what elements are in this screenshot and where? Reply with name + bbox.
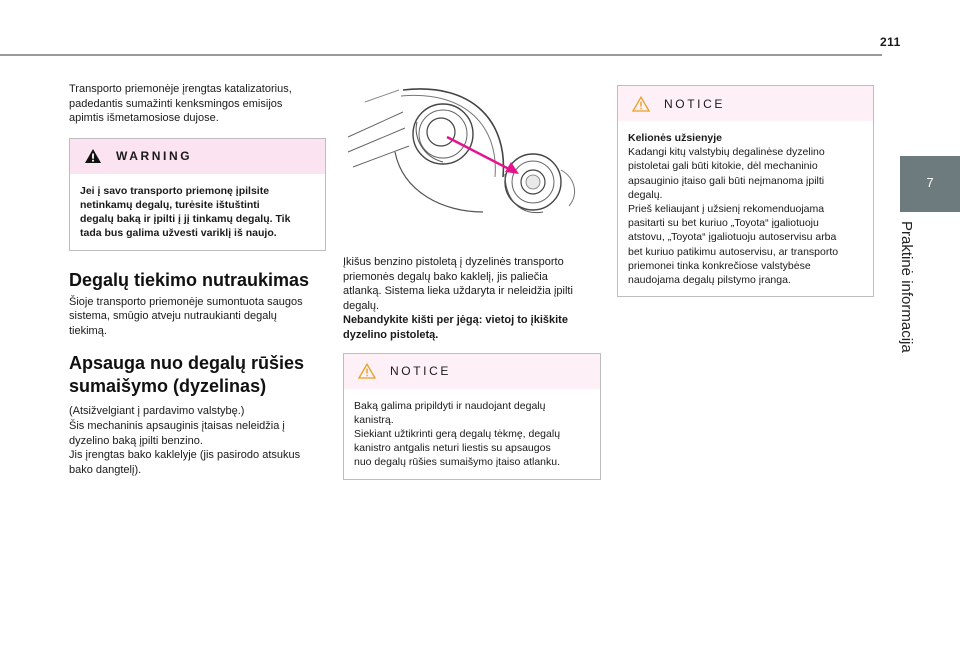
notice-header xyxy=(618,86,873,121)
chapter-tab[interactable] xyxy=(900,156,960,212)
fuel-cutoff-paragraph xyxy=(69,295,326,339)
warning-triangle-icon xyxy=(84,148,102,164)
notice-line: pistoletai gali būti kitokie, dėl mechaninio xyxy=(628,160,818,173)
warning-box xyxy=(69,138,326,251)
section-heading-fuel-cutoff: Degalų tiekimo nutraukimas xyxy=(69,269,310,290)
warning-text xyxy=(70,174,325,250)
column-1 xyxy=(69,82,326,477)
heading-line: Apsauga nuo degalų rūšies xyxy=(69,353,305,374)
notice-title: Kelionės užsienyje xyxy=(628,132,722,144)
notice-line: pasitarti su bet kuriuo „Toyota“ įgaliotuoju xyxy=(628,217,819,230)
paragraph-line: Jis įrengtas bako kaklelyje (jis pasirodo atsukus xyxy=(69,449,301,462)
intro-line: apimtis išmetamosiose dujose. xyxy=(69,112,219,125)
paragraph-line: priemonės degalų bako kaklelį, jis paliečia xyxy=(343,270,548,283)
paragraph-line: degalų. xyxy=(343,299,380,312)
notice-label: NOTICE xyxy=(664,96,725,111)
notice-line: Siekiant užtikrinti gerą degalų tėkmę, degalų xyxy=(354,427,561,440)
paragraph-line: (Atsižvelgiant į pardavimo valstybę.) xyxy=(69,405,245,418)
notice-line: Kadangi kitų valstybių degalinėse dyzelino xyxy=(628,146,825,159)
paragraph-line: dyzelino baką įpilti benzino. xyxy=(69,434,203,447)
warning-line: degalų baką ir įpilti į jį tinkamų degalų. Tik xyxy=(80,213,291,226)
misfuel-paragraph xyxy=(69,404,326,477)
paragraph-line: atlanką. Sistema lieka uždaryta ir neleidžia įpilti xyxy=(343,285,573,298)
notice-label: NOTICE xyxy=(390,364,451,379)
notice-text xyxy=(344,389,600,479)
intro-line: padedantis sumažinti kenksmingos emisijos xyxy=(69,97,283,110)
paragraph-line: bako dangtelį). xyxy=(69,463,142,476)
bold-paragraph-line: dyzelino pistoletą. xyxy=(343,328,439,341)
notice-line: atstovu, „Toyota“ įgaliotuoju autoservisu arba xyxy=(628,231,837,244)
notice-box-canister xyxy=(343,353,601,480)
notice-line: Baką galima pripildyti ir naudojant degalų xyxy=(354,399,546,412)
caution-triangle-icon xyxy=(632,96,650,112)
bold-paragraph-line: Nebandykite kišti per jėgą: vietoj to įkiškite xyxy=(343,314,568,327)
notice-line: naudojama degalų pilstymo įranga. xyxy=(628,274,791,287)
paragraph-line: sistema, smūgio atveju nutraukianti degalų xyxy=(69,310,277,323)
notice-line: kanistrą. xyxy=(354,413,394,426)
paragraph-line: Įkišus benzino pistoletą į dyzelinės transporto xyxy=(343,256,564,268)
page-number: 211 xyxy=(880,35,901,49)
heading-line: sumaišymo (dyzelinas) xyxy=(69,376,267,397)
notice-header xyxy=(344,354,600,389)
warning-line: netinkamų degalų, turėsite ištuštinti xyxy=(80,198,260,211)
fuel-filler-neck-illustration xyxy=(343,82,601,242)
column-2 xyxy=(343,82,601,480)
paragraph-line: Šioje transporto priemonėje sumontuota saugos xyxy=(69,295,303,308)
notice-line: kanistro antgalis neturi liestis su apsaugos xyxy=(354,442,551,455)
chapter-title xyxy=(898,221,918,381)
notice-line: nuo degalų rūšies sumaišymo įtaiso atlanku. xyxy=(354,456,561,469)
paragraph-line: tiekimą. xyxy=(69,324,107,337)
warning-line: tada bus galima užvesti variklį iš naujo. xyxy=(80,227,277,240)
notice-line: degalų. xyxy=(628,188,663,201)
warning-header xyxy=(70,139,325,174)
notice-box-abroad xyxy=(617,85,874,297)
section-heading-misfuel xyxy=(69,352,326,398)
intro-paragraph xyxy=(69,82,326,126)
notice-line: priemonei tinka konkrečiose valstybėse xyxy=(628,259,811,272)
caution-triangle-icon xyxy=(358,363,376,379)
insertion-paragraph xyxy=(343,255,601,343)
notice-line: apsauginio įtaiso gali būti neįmanoma įpilti xyxy=(628,174,825,187)
chapter-title-text: Praktinė informacija xyxy=(898,221,915,353)
notice-line: bet kuriuo patikimu autoservisu, ar transporto xyxy=(628,245,839,258)
notice-line: Prieš keliaujant į užsienį rekomenduojama xyxy=(628,203,825,216)
chapter-tab-number: 7 xyxy=(926,175,934,190)
intro-line: Transporto priemonėje įrengtas katalizatorius, xyxy=(69,83,292,95)
warning-label: WARNING xyxy=(116,149,193,164)
warning-line: Jei į savo transporto priemonę įpilsite xyxy=(80,184,270,197)
column-3 xyxy=(617,82,874,297)
header-rule xyxy=(0,54,882,56)
paragraph-line: Šis mechaninis apsauginis įtaisas neleidžia į xyxy=(69,419,285,432)
notice-text xyxy=(618,121,873,296)
